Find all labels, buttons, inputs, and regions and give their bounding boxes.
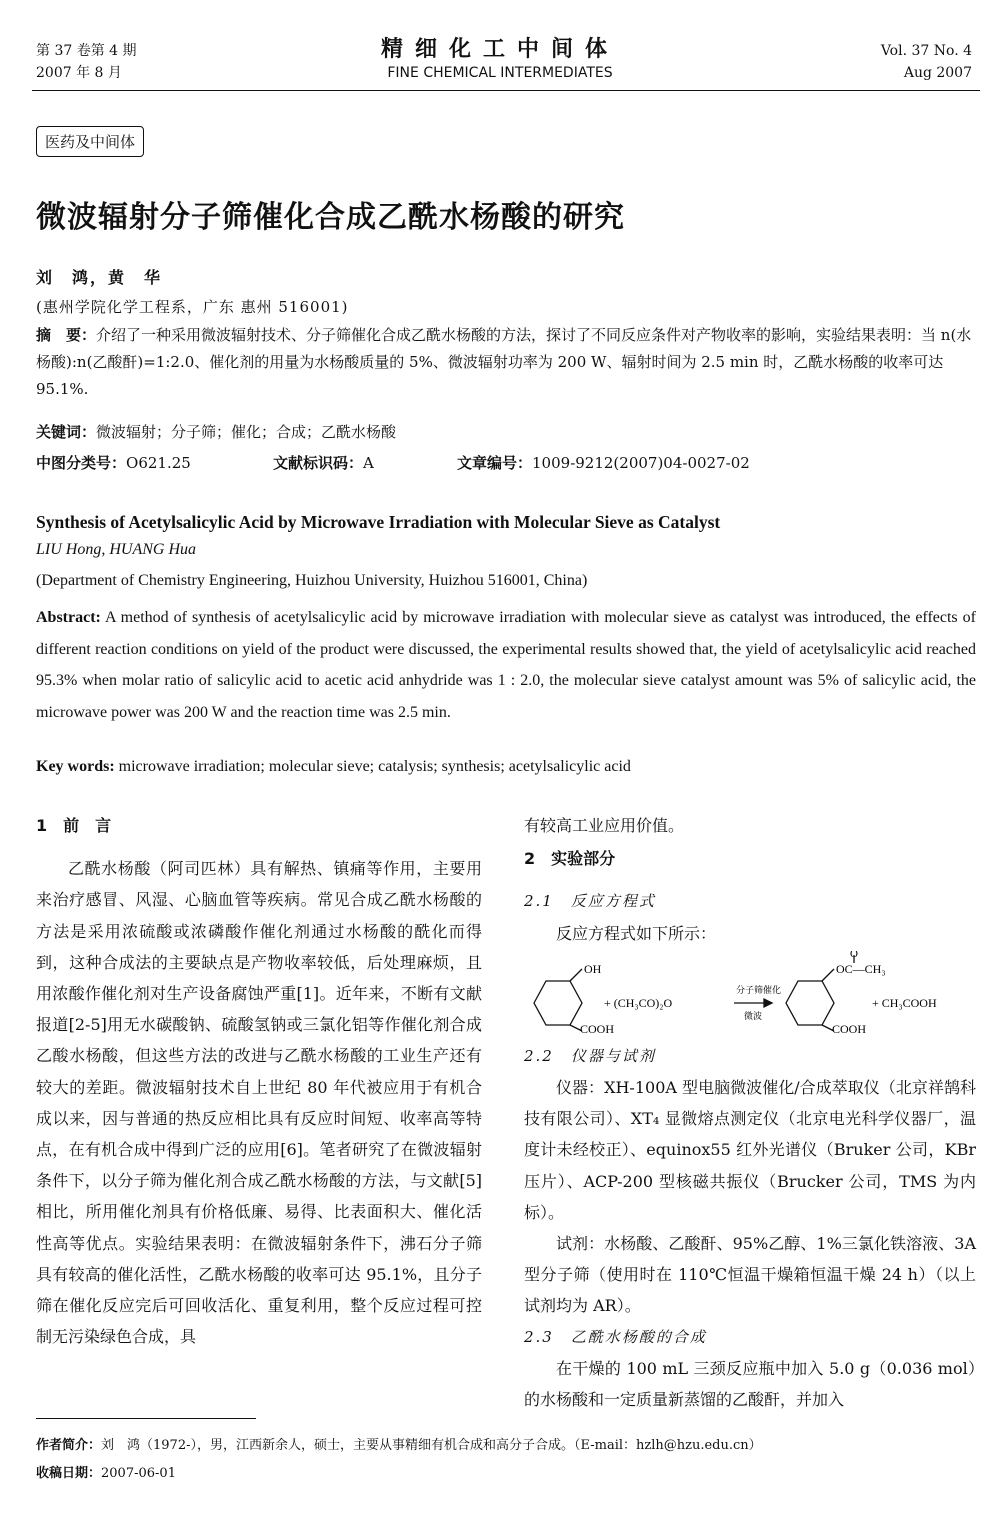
date-en: Aug 2007 [903, 65, 972, 81]
received-date: 收稿日期：2007-06-01 [36, 1466, 176, 1481]
section-1-heading: 1 前 言 [36, 816, 112, 835]
paper-title: 微波辐射分子筛催化合成乙酰水杨酸的研究 [36, 200, 625, 235]
carbonyl-oxygen: O [850, 950, 858, 960]
header-rule [32, 90, 980, 91]
condition-label: 微波 [744, 1011, 763, 1022]
clc-number: 中图分类号：O621.25 [36, 454, 191, 472]
authors: 刘 鸿，黄 华 [36, 268, 163, 287]
journal-name [340, 36, 660, 82]
journal-volume-cn [36, 40, 137, 84]
continued-text: 有较高工业应用价值。 [524, 816, 685, 835]
keywords-cn [36, 419, 976, 446]
reactant-oh: OH [584, 961, 602, 976]
date-cn: 2007 年 8 月 [36, 65, 122, 81]
synthesis-paragraph: 在干燥的 100 mL 三颈反应瓶中加入 5.0 g（0.036 mol）的水杨酸和一定质量新蒸馏的乙酸酐，并加入 [524, 1358, 976, 1410]
abstract-cn-text: 介绍了一种采用微波辐射技术、分子筛催化合成乙酰水杨酸的方法，探讨了不同反应条件对产物收率的影响，实验结果表明：当 n(水杨酸):n(乙酸酐)=1:2.0、催化剂的用量为水杨酸质量的 5%、微波辐射功率为 200 W、辐射时间为 2.5 min 时，乙酰水杨酸的收率可达 95.1%. [36, 326, 972, 398]
section-1-paragraph: 乙酰水杨酸（阿司匹林）具有解热、镇痛等作用，主要用来治疗感冒、风湿、心脑血管等疾病。常见合成乙酰水杨酸的方法是采用浓硫酸或浓磷酸作催化剂通过水杨酸的酰化而得到，这种合成法的主要缺点是产物收率较低，后处理麻烦，且用浓酸作催化剂对生产设备腐蚀严重[1]。近年来，不断有文献报道[2-5]用无水碳酸钠、硫酸氢钠或三氯化铝等作催化剂合成乙酸水杨酸，但这些方法的改进与乙酰水杨酸的工业生产还有较大的差距。微波辐射技术自上世纪 80 年代被应用于有机合成以来，因与普通的热反应相比具有反应时间短、收率高等特点，在有机合成中得到广泛的应用[6]。笔者研究了在微波辐射条件下，以分子筛为催化剂合成乙酰水杨酸的方法，与文献[5]相比，所用催化剂具有价格低廉、易得、比表面积大、催化活性高等优点。实验结果表明：在微波辐射条件下，沸石分子筛具有较高的催化活性，乙酰水杨酸的收率可达 95.1%，且分子筛在催化反应完后可回收活化、重复利用，整个反应过程可控制无污染绿色合成，具 [36, 859, 482, 1347]
section-2-3-heading: 2.3 乙酰水杨酸的合成 [524, 1327, 707, 1346]
english-abstract [36, 602, 976, 728]
instruments-paragraph: 仪器：XH-100A 型电脑微波催化/合成萃取仪（北京祥鹄科技有限公司）、XT₄ 显微熔点测定仪（北京电光科学仪器厂，温度计未经校正）、equinox55 红外光谱仪（Bruker 公司，KBr 压片）、ACP-200 型核磁共振仪（Brucker 公司，TMS 为内标）。 [524, 1078, 976, 1222]
english-keywords-label: Key words: [36, 758, 115, 775]
section-2-2-heading: 2.2 仪器与试剂 [524, 1046, 656, 1065]
keywords-cn-text: 微波辐射；分子筛；催化；合成；乙酰水杨酸 [96, 423, 397, 441]
byproduct-acetic-acid: + CH₃COOH [872, 995, 937, 1010]
english-keywords-text: microwave irradiation; molecular sieve; catalysis; synthesis; acetylsalicylic acid [118, 758, 631, 775]
keywords-cn-label: 关键词： [36, 423, 97, 441]
reaction-intro: 反应方程式如下所示： [556, 923, 717, 943]
english-abstract-text: A method of synthesis of acetylsalicylic acid by microwave irradiation with molecular sieve as catalyst was introduced, the effects of different reaction conditions on yield of the product were discussed, the experimental results showed that, the yield of acetylsalicylic acid reached 95.3% when molar ratio of salicylic acid to acetic acid anhydride was 1 : 2.0, the molecular sieve catalyst amount was 5% of salicylic acid, the microwave power was 200 W and the reaction time was 2.5 min. [36, 609, 976, 721]
section-2-1-heading: 2.1 反应方程式 [524, 892, 656, 911]
english-title: Synthesis of Acetylsalicylic Acid by Microwave Irradiation with Molecular Sieve as Catalyst [36, 512, 721, 532]
volume-issue-cn: 第 37 卷第 4 期 [36, 43, 137, 59]
english-authors: LIU Hong, HUANG Hua [36, 541, 196, 558]
reaction-scheme [524, 951, 976, 1033]
product-cooh: COOH [832, 1021, 867, 1033]
reagents-paragraph: 试剂：水杨酸、乙酸酐、95%乙醇、1%三氯化铁溶液、3A 型分子筛（使用时在 110℃恒温干燥箱恒温干燥 24 h）（以上试剂均为 AR）。 [524, 1234, 976, 1316]
english-affiliation: (Department of Chemistry Engineering, Huizhou University, Huizhou 516001, China) [36, 572, 588, 589]
reaction-scheme-graphic [524, 951, 976, 1033]
catalyst-label: 分子筛催化 [736, 985, 782, 996]
doc-code: 文献标识码：A [273, 454, 374, 472]
article-number: 文章编号：1009-9212(2007)04-0027-02 [457, 454, 750, 472]
english-abstract-label: Abstract: [36, 609, 101, 626]
affiliation: (惠州学院化学工程系，广东 惠州 516001) [36, 298, 349, 316]
volume-issue-en: Vol. 37 No. 4 [880, 43, 972, 59]
reagent-anhydride: + (CH₃CO)₂O [604, 995, 673, 1010]
left-column [36, 810, 482, 1352]
right-column [524, 810, 976, 1415]
abstract-cn-label: 摘 要： [36, 326, 97, 344]
benzene-ring-product [786, 981, 834, 1025]
journal-name-en: FINE CHEMICAL INTERMEDIATES [387, 65, 613, 81]
english-keywords [36, 758, 631, 776]
benzene-ring-reactant [534, 981, 582, 1025]
section-2-heading: 2 实验部分 [524, 849, 616, 869]
abstract-cn [36, 322, 976, 403]
column-tag: 医药及中间体 [36, 126, 144, 157]
journal-name-cn: 精细化工中间体 [380, 37, 619, 62]
reactant-cooh: COOH [580, 1021, 615, 1033]
footnote-rule [36, 1418, 256, 1419]
product-ester: OC—CH₃ [836, 961, 886, 976]
journal-volume-en [881, 40, 972, 84]
author-bio: 作者简介：刘 鸿（1972-），男，江西新余人，硕士，主要从事精细有机合成和高分子合成。（E-mail：hzlh@hzu.edu.cn） [36, 1438, 762, 1453]
